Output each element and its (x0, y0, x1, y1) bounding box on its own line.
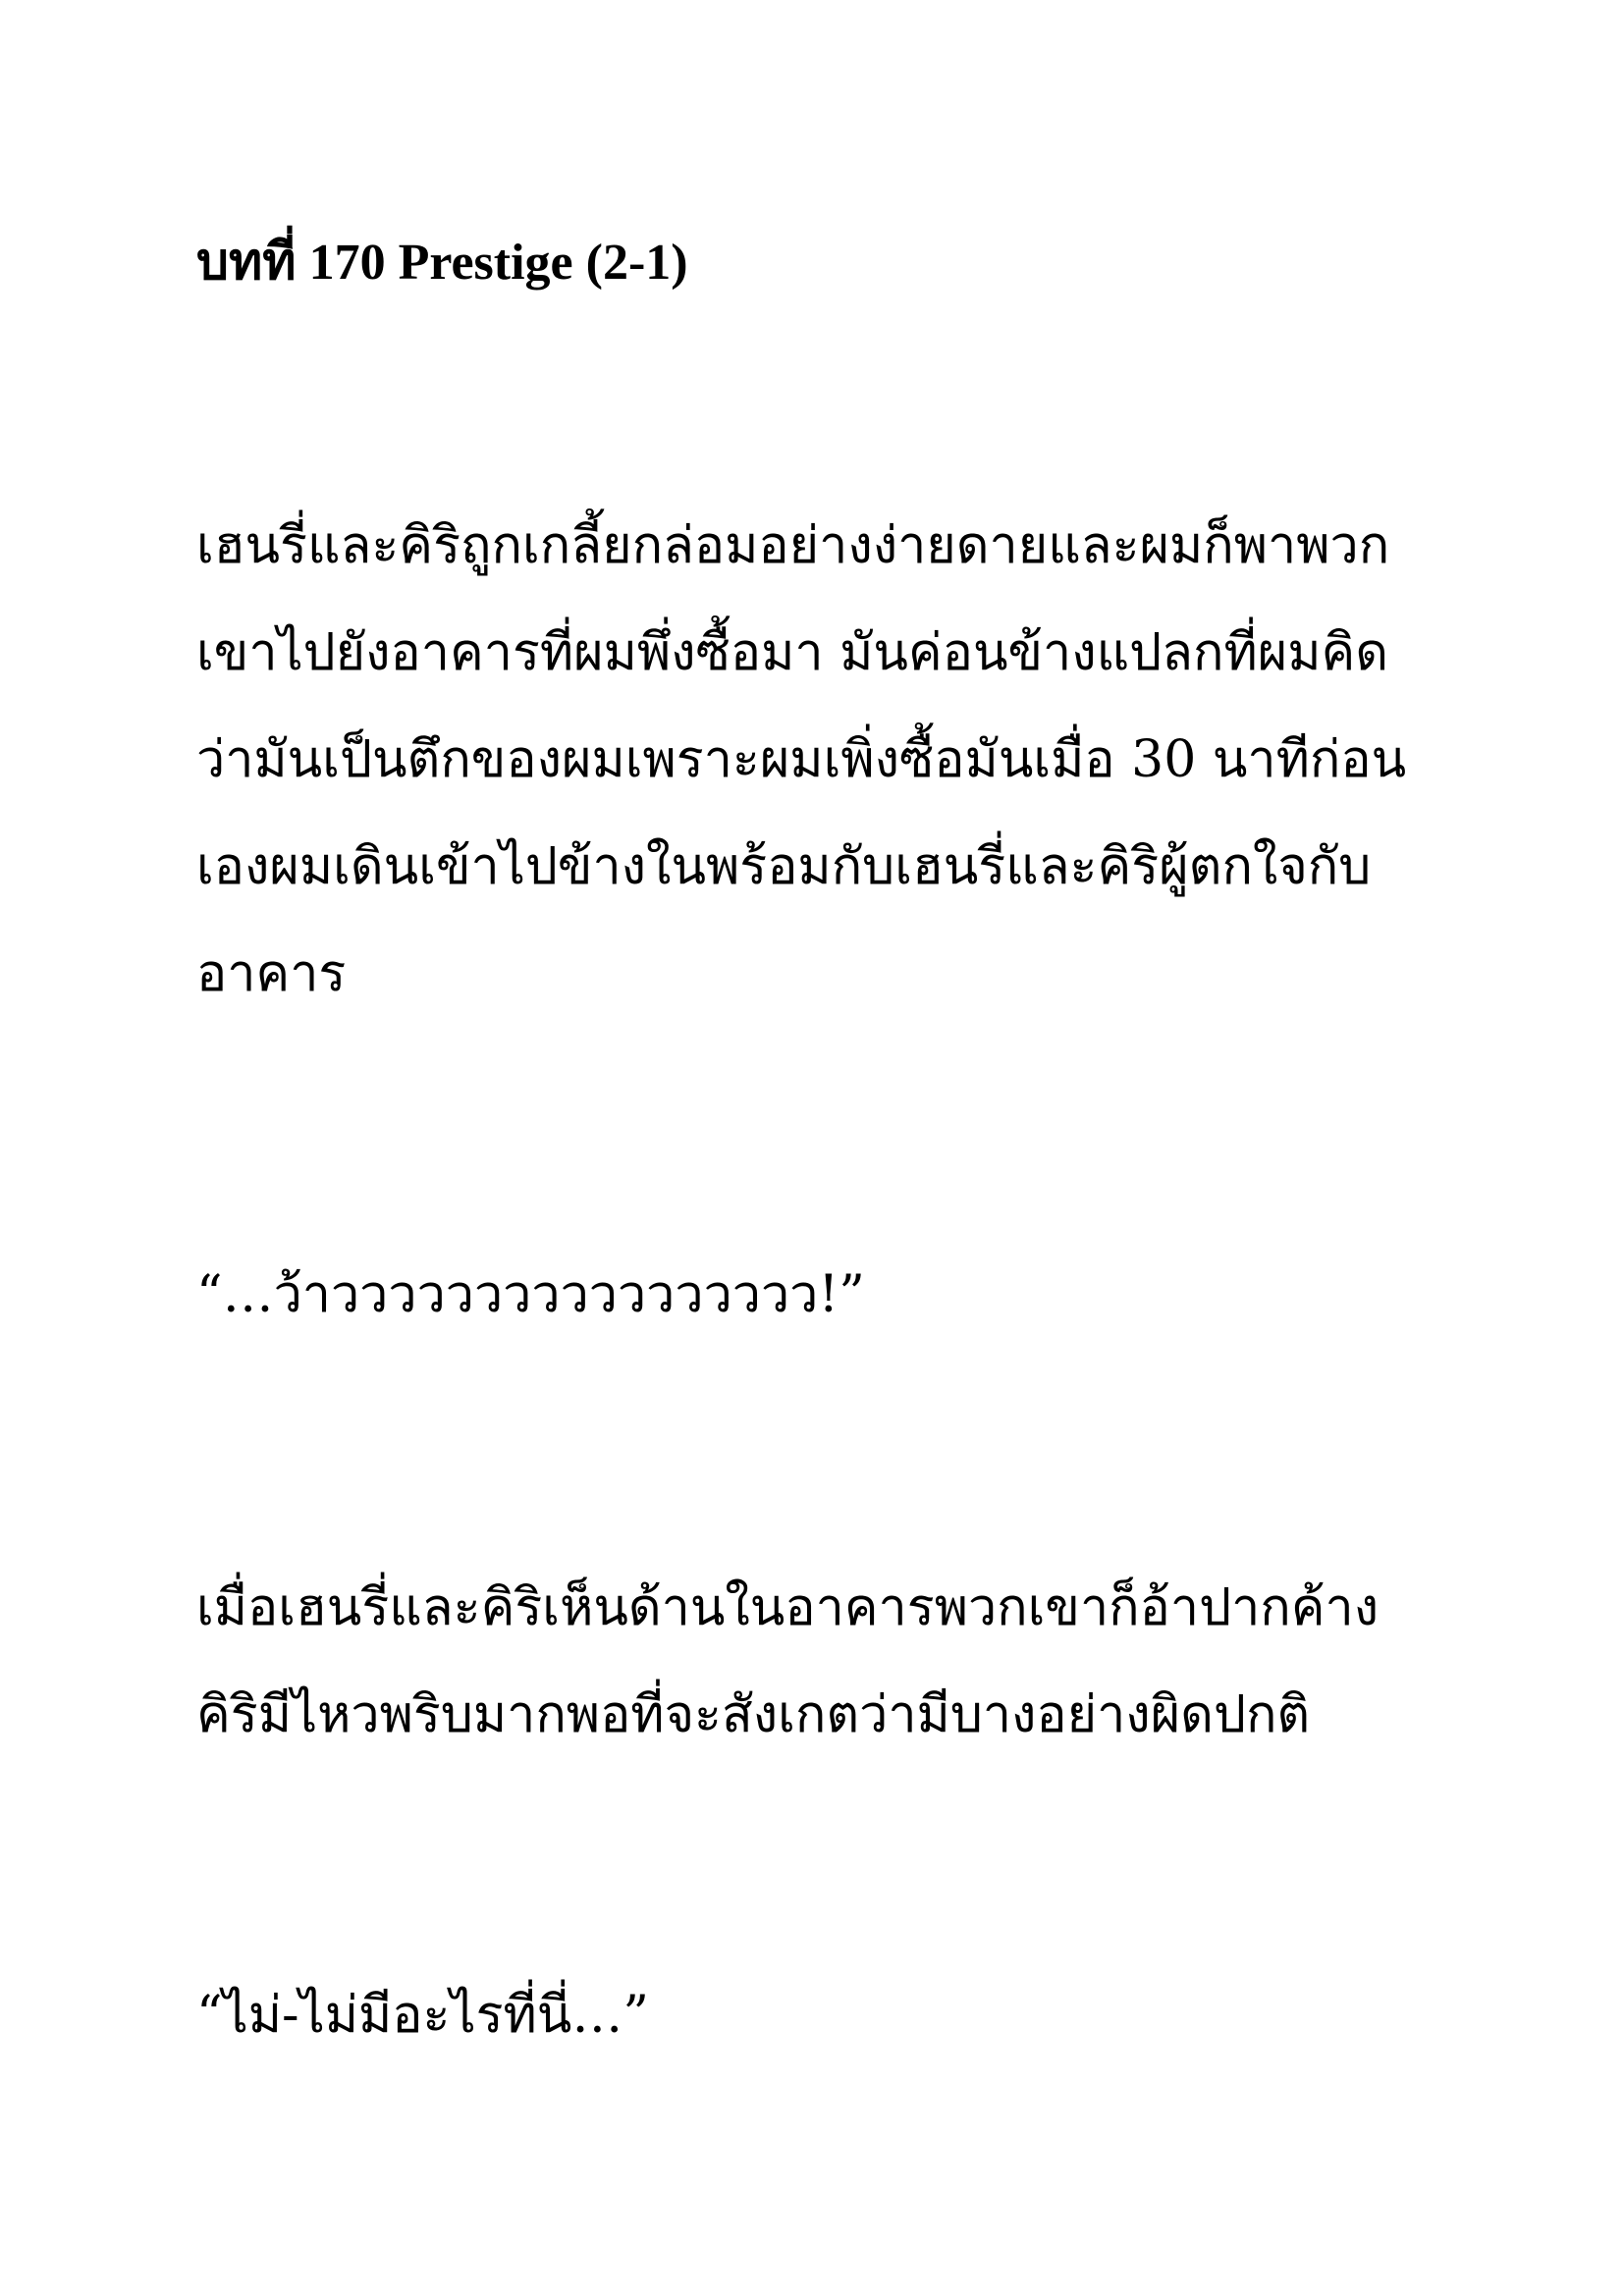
paragraph-1-line-1: เฮนรี่และคิริถูกเกลี้ยกล่อมอย่างง่ายดายและผมก็พาพวก (196, 516, 1390, 575)
paragraph-1-line-3: ว่ามันเป็นตึกของผมเพราะผมเพิ่งซื้อมันเมื่อ 30 นาทีก่อน (196, 730, 1407, 789)
paragraph-1-line-5: อาคาร (196, 944, 347, 1003)
paragraph-1-line-4: เองผมเดินเข้าไปข้างในพร้อมกับเฮนรี่และคิริผู้ตกใจกับ (196, 837, 1372, 896)
paragraph-1-line-2: เขาไปยังอาคารที่ผมพึ่งซื้อมา มันค่อนข้างแปลกที่ผมคิด (196, 623, 1389, 682)
paragraph-3-line-1: เมื่อเฮนรี่และคิริเห็นด้านในอาคารพวกเขาก็อ้าปากค้าง (196, 1578, 1380, 1637)
chapter-title: บทที่ 170 Prestige (2-1) (196, 235, 688, 291)
dialogue-wow: “…ว้าววววววววววววววววว!” (196, 1265, 865, 1324)
dialogue-nothing-here: “ไม่-ไม่มีอะไรที่นี่…” (196, 1986, 649, 2045)
paragraph-3-line-2: คิริมีไหวพริบมากพอที่จะสังเกตว่ามีบางอย่างผิดปกติ (196, 1685, 1311, 1744)
